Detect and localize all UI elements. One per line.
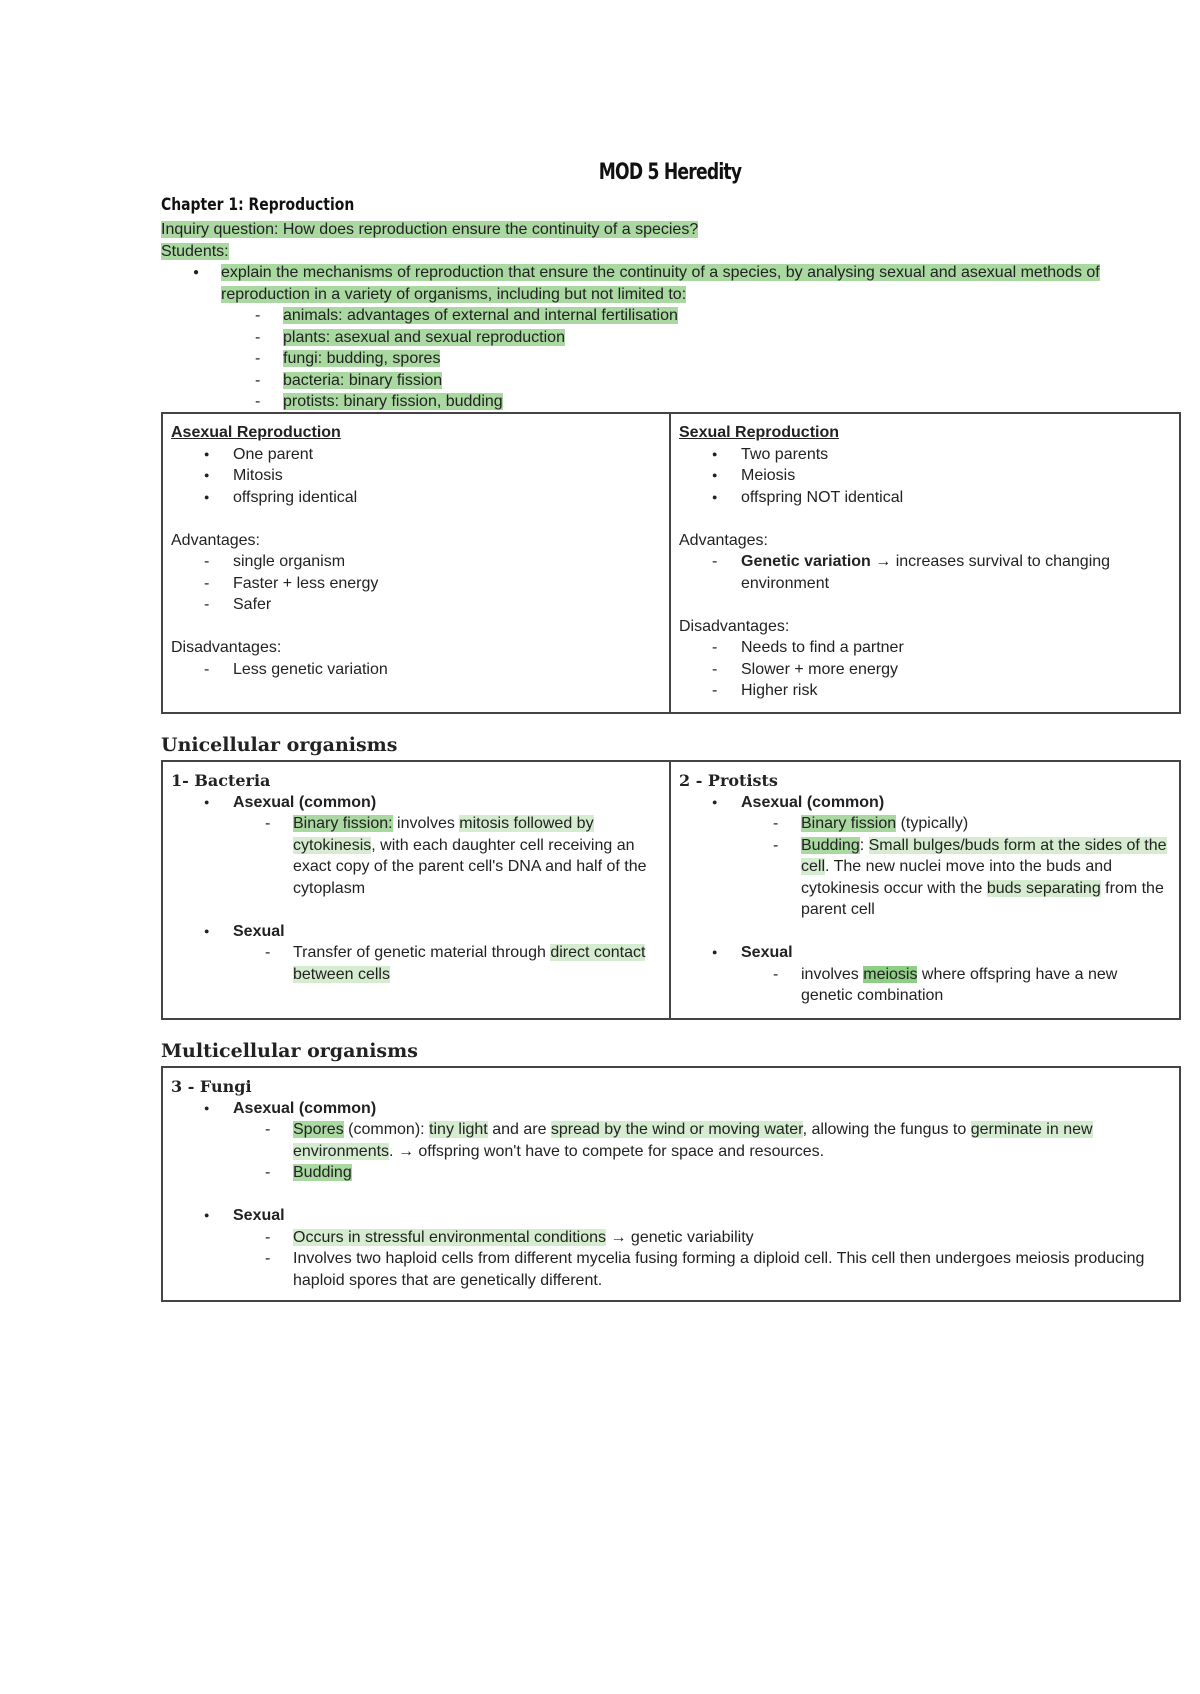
inquiry-question: Inquiry question: How does reproduction ensure the continuity of a species?	[161, 221, 699, 238]
list-item: ● Asexual (common)	[171, 792, 661, 814]
syllabus-item: - fungi: budding, spores	[161, 348, 1181, 370]
chapter-heading: Chapter 1: Reproduction	[161, 195, 355, 215]
sexual-title: Sexual Reproduction	[679, 424, 840, 441]
syllabus-intro	[161, 219, 1181, 413]
multicellular-table	[161, 1066, 1181, 1302]
list-item: - Budding: Small bulges/buds form at the sides of the cell. The new nuclei move into the buds and cytokinesis occur with the buds separating from the parent cell	[679, 835, 1171, 921]
list-item: ● One parent	[171, 444, 661, 466]
list-item: ● Sexual	[171, 1205, 1171, 1227]
fungi-title: 3 - Fungi	[171, 1077, 252, 1096]
list-item: ● Two parents	[679, 444, 1171, 466]
asexual-title: Asexual Reproduction	[171, 424, 341, 441]
bacteria-cell	[163, 762, 669, 1018]
list-item: ● Asexual (common)	[171, 1098, 1171, 1120]
list-item: - Transfer of genetic material through direct contact between cells	[171, 942, 661, 985]
list-item: - Slower + more energy	[679, 659, 1171, 681]
list-item: - Spores (common): tiny light and are spread by the wind or moving water, allowing the fungus to germinate in new environments. → offspring won't have to compete for space and resources.	[171, 1119, 1171, 1162]
multicellular-heading: Multicellular organisms	[161, 1040, 418, 1062]
list-item: - Involves two haploid cells from different mycelia fusing forming a diploid cell. This cell then undergoes meiosis producing haploid spores that are genetically different.	[171, 1248, 1171, 1291]
protists-title: 2 - Protists	[679, 771, 778, 790]
syllabus-item: - bacteria: binary fission	[161, 370, 1181, 392]
list-item: - Needs to find a partner	[679, 637, 1171, 659]
list-item: - Budding	[171, 1162, 1171, 1184]
list-item: - involves meiosis where offspring have a new genetic combination	[679, 964, 1171, 1007]
sexual-cell	[671, 414, 1179, 712]
disadvantages-label: Disadvantages:	[679, 617, 790, 635]
disadvantages-label: Disadvantages:	[171, 639, 282, 656]
protists-cell	[671, 762, 1179, 1018]
document-title: MOD 5 Heredity	[598, 160, 742, 185]
list-item: ● Meiosis	[679, 465, 1171, 487]
list-item: - Genetic variation → increases survival to changing environment	[679, 551, 1171, 594]
list-item: - single organism	[171, 551, 661, 573]
list-item: - Binary fission (typically)	[679, 813, 1171, 835]
syllabus-bullet: ● explain the mechanisms of reproduction that ensure the continuity of a species, by analysing sexual and asexual methods of reproduction in a variety of organisms, including but not limited to:	[161, 262, 1181, 305]
list-item: ● offspring NOT identical	[679, 487, 1171, 509]
list-item: - Binary fission: involves mitosis followed by cytokinesis, with each daughter cell receiving an exact copy of the parent cell's DNA and half of the cytoplasm	[171, 813, 661, 899]
list-item: ● Asexual (common)	[679, 792, 1171, 814]
list-item: - Less genetic variation	[171, 659, 661, 681]
unicellular-table	[161, 760, 1181, 1020]
bacteria-title: 1- Bacteria	[171, 771, 271, 790]
list-item: - Safer	[171, 594, 661, 616]
list-item: ● Sexual	[171, 921, 661, 943]
list-item: - Faster + less energy	[171, 573, 661, 595]
reproduction-table	[161, 412, 1181, 714]
unicellular-heading: Unicellular organisms	[161, 734, 398, 756]
syllabus-item: - plants: asexual and sexual reproduction	[161, 327, 1181, 349]
syllabus-item: - animals: advantages of external and internal fertilisation	[161, 305, 1181, 327]
list-item: ● offspring identical	[171, 487, 661, 509]
syllabus-item: - protists: binary fission, budding	[161, 391, 1181, 413]
asexual-cell	[163, 414, 669, 712]
students-label: Students:	[161, 242, 229, 260]
advantages-label: Advantages:	[679, 531, 768, 549]
list-item: ● Sexual	[679, 942, 1171, 964]
fungi-cell	[163, 1068, 1179, 1300]
list-item: ● Mitosis	[171, 465, 661, 487]
list-item: - Higher risk	[679, 680, 1171, 702]
list-item: - Occurs in stressful environmental conditions → genetic variability	[171, 1227, 1171, 1249]
advantages-label: Advantages:	[171, 531, 260, 549]
